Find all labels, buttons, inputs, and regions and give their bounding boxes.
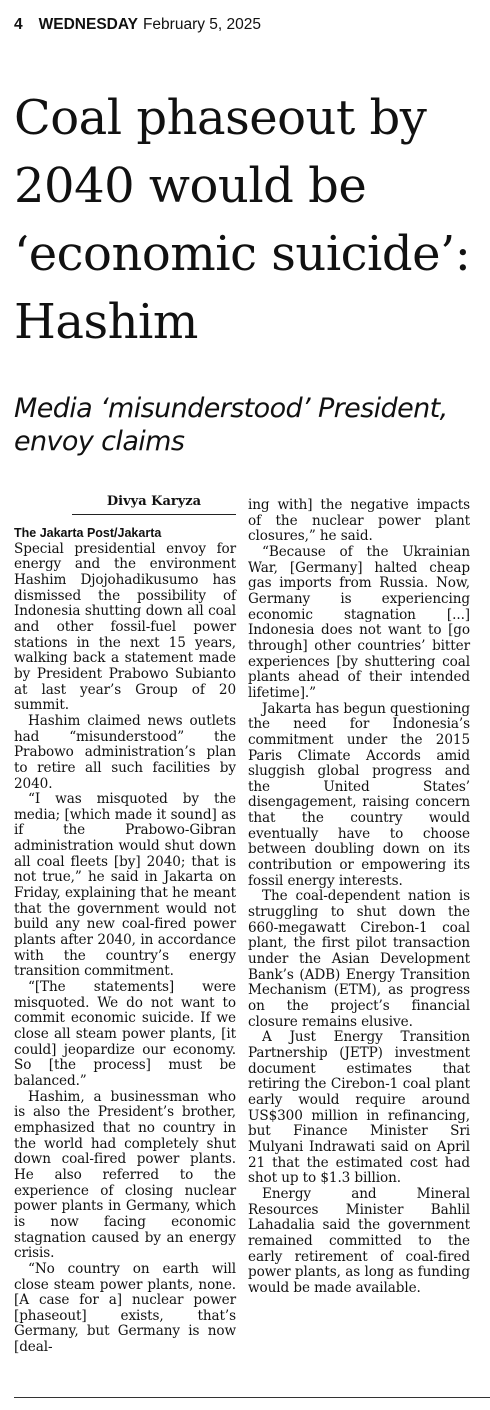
- headline: Coal phaseout by 2040 would be ‘economic suicide’: Hashim: [14, 90, 471, 350]
- paragraph: Jakarta has begun questioning the need for Indonesia’s commitment under the 2015 Paris Climate Accords amid sluggish global progress and the United States’ disengagement, raising concern that the country would eventually have to choose between doubling down on its contribution or empowering its fossil energy interests.: [248, 700, 470, 889]
- paragraph: Hashim, a businessman who is also the President’s brother, emphasized that no country in the world had completely shut down coal-fired power plants. He also referred to the experience of closing nuclear power plants in Germany, which is now facing economic stagnation caused by an energy crisis.: [14, 1088, 236, 1262]
- bottom-rule: [14, 1397, 490, 1398]
- paragraph: ing with] the negative impacts of the nuclear power plant closures,” he said.: [248, 497, 470, 545]
- paragraph: “I was misquoted by the media; [which made it sound] as if the Prabowo-Gibran administration would shut down all coal fleets [by] 2040; that is not true,” he said in Jakarta on Friday, explaining that he meant that the government would not build any new coal-fired power plants after 2040, in accordance with the country’s energy transition commitment.: [14, 791, 236, 980]
- page-number: 4: [14, 16, 23, 33]
- byline: Divya Karyza: [72, 494, 236, 515]
- paragraph: Energy and Mineral Resources Minister Bahlil Lahadalia said the government remained committed to the early retirement of coal-fired power plants, as long as funding would be made available.: [248, 1185, 470, 1296]
- paragraph: “[The statements] were misquoted. We do not want to commit economic suicide. If we close all steam power plants, [it could] jeopardize our economy. So [the process] must be balanced.”: [14, 979, 236, 1089]
- paragraph: A Just Energy Transition Partnership (JETP) investment document estimates that retiring the Cirebon-1 coal plant early would require around US$300 million in refinancing, but Finance Minister Sri Mulyani Indrawati said on April 21 that the estimated cost had shot up to $1.3 billion.: [248, 1029, 470, 1187]
- paragraph: Hashim claimed news outlets had “misunderstood” the Prabowo administration’s plan to retire all such facilities by 2040.: [14, 712, 236, 792]
- article-column-2: [248, 498, 470, 1296]
- article-column-1: [14, 494, 236, 1356]
- subheadline: Media ‘misunderstood’ President, envoy claims: [14, 393, 448, 457]
- dateline: The Jakarta Post/Jakarta: [14, 526, 162, 540]
- folio-day: WEDNESDAY: [38, 16, 138, 33]
- paragraph: Special presidential envoy for energy and the environment Hashim Djojohadikusumo has dismissed the possibility of Indonesia shutting down all coal and other fossil-fuel power stations in the next 15 years, walking back a statement made by President Prabowo Subianto at last year’s Group of 20 summit.: [14, 540, 236, 714]
- folio-date: February 5, 2025: [142, 16, 262, 33]
- paragraph: The coal-dependent nation is struggling to shut down the 660-megawatt Cirebon-1 coal plant, the first pilot transaction under the Asian Development Bank’s (ADB) Energy Transition Mechanism (ETM), as progress on the project’s financial closure remains elusive.: [248, 888, 470, 1030]
- paragraph: “No country on earth will close steam power plants, none. [A case for a] nuclear power [phaseout] exists, that’s Germany, but Germany is now [deal-: [14, 1260, 236, 1356]
- paragraph: “Because of the Ukrainian War, [Germany] halted cheap gas imports from Russia. Now, Germany is experiencing economic stagnation [...] Indonesia does not want to [go through] other countries’ bitter experiences [by shuttering coal plants ahead of their intended lifetime].”: [248, 543, 470, 701]
- page-folio: [14, 17, 261, 33]
